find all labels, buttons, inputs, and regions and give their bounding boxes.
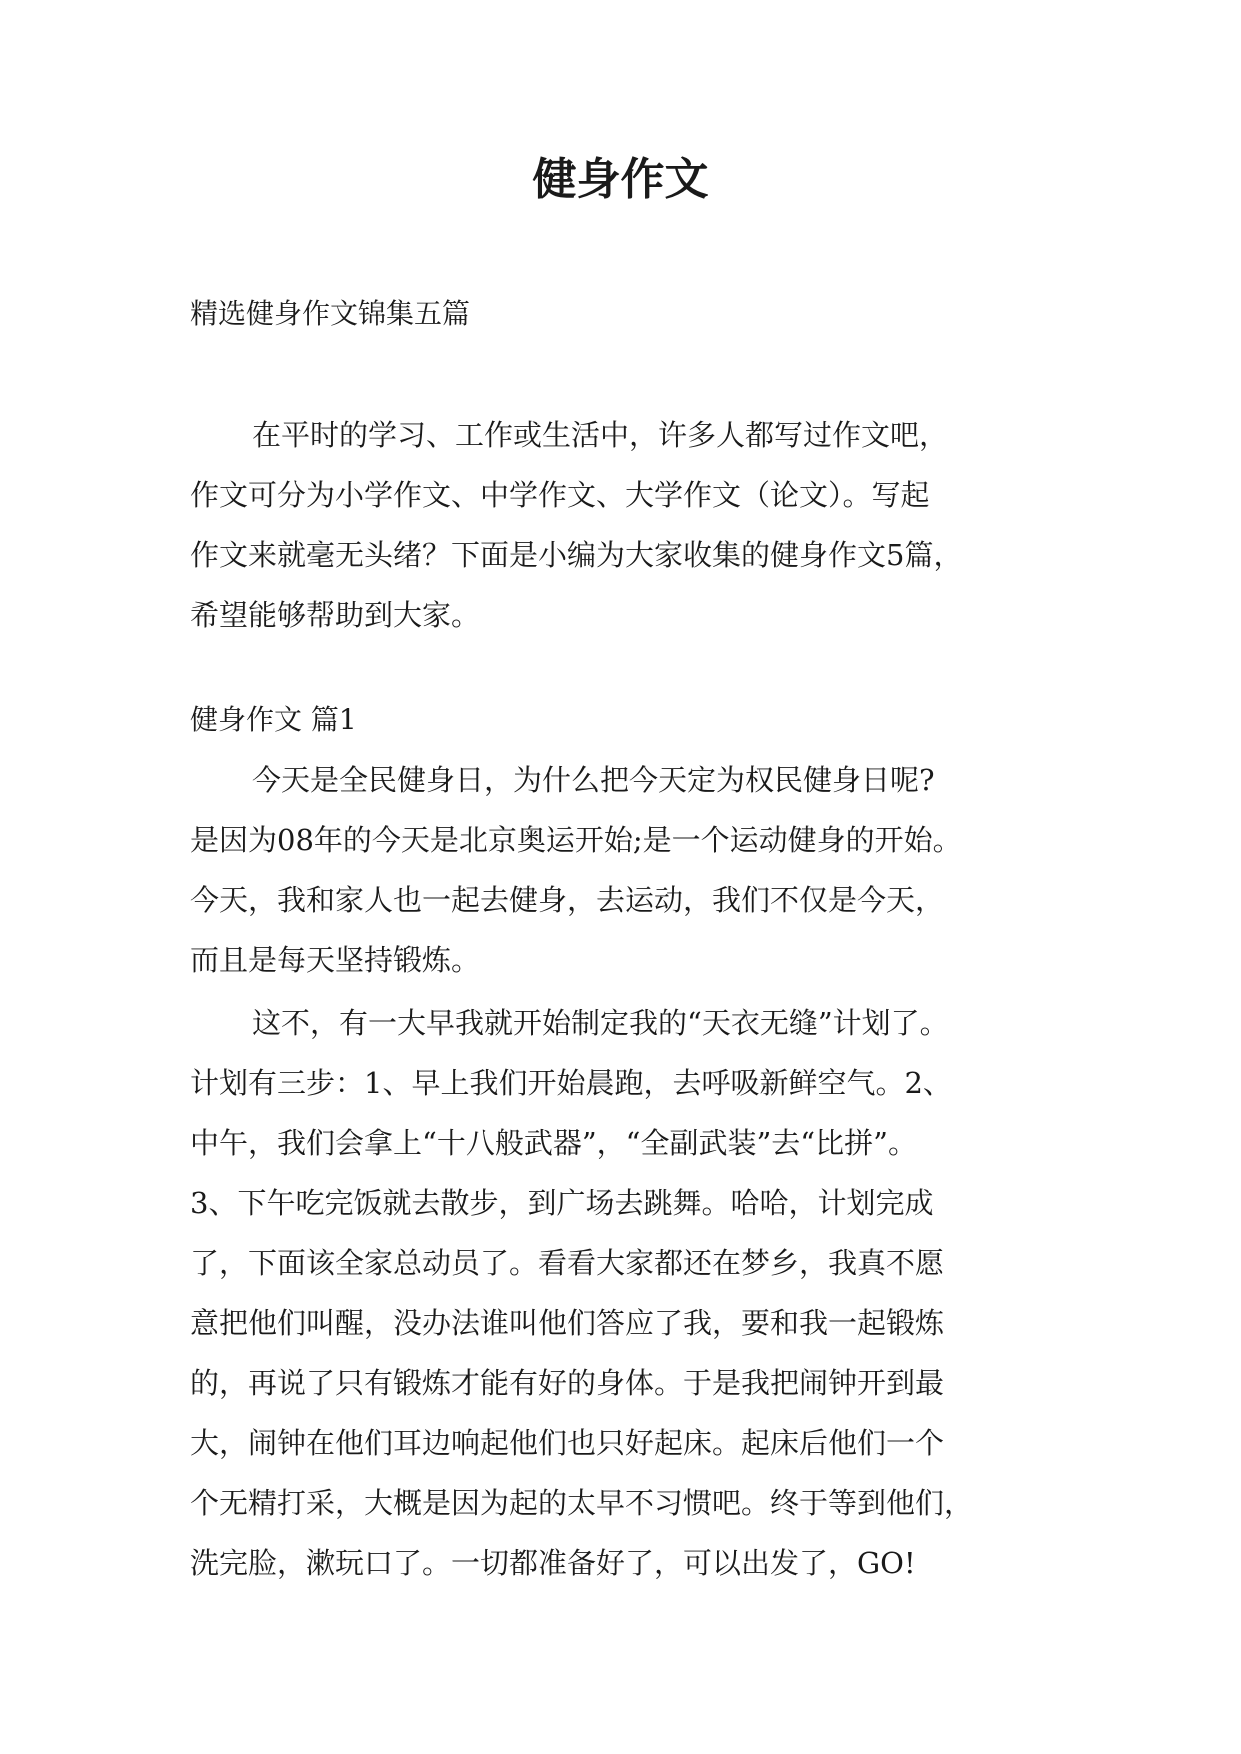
paragraph-line: 今天，我和家人也一起去健身，去运动，我们不仅是今天， <box>190 883 945 917</box>
paragraph-line: 中午，我们会拿上“十八般武器”，“全副武装”去“比拼”。 <box>190 1126 917 1160</box>
intro-line: 作文可分为小学作文、中学作文、大学作文（论文）。写起 <box>190 478 930 512</box>
essay-paragraph-1 <box>190 750 1070 990</box>
paragraph-line: 意把他们叫醒，没办法谁叫他们答应了我，要和我一起锻炼 <box>190 1306 945 1340</box>
paragraph-line: 计划有三步：1、早上我们开始晨跑，去呼吸新鲜空气。2、 <box>190 1066 952 1100</box>
paragraph-line: 这不，有一大早我就开始制定我的“天衣无缝”计划了。 <box>252 1006 949 1040</box>
paragraph-line: 了，下面该全家总动员了。看看大家都还在梦乡，我真不愿 <box>190 1246 945 1280</box>
intro-line: 作文来就毫无头绪？下面是小编为大家收集的健身作文5篇， <box>190 538 963 572</box>
document-title: 健身作文 <box>532 154 709 205</box>
section-heading: 健身作文 篇1 <box>190 703 357 736</box>
paragraph-line: 而且是每天坚持锻炼。 <box>190 943 481 977</box>
paragraph-line: 的，再说了只有锻炼才能有好的身体。于是我把闹钟开到最 <box>190 1366 945 1400</box>
intro-line: 在平时的学习、工作或生活中，许多人都写过作文吧， <box>252 418 949 452</box>
paragraph-line: 今天是全民健身日，为什么把今天定为权民健身日呢? <box>252 763 935 797</box>
paragraph-line: 是因为08年的今天是北京奥运开始;是一个运动健身的开始。 <box>190 823 962 857</box>
intro-paragraph <box>190 405 1070 645</box>
paragraph-line: 大，闹钟在他们耳边响起他们也只好起床。起床后他们一个 <box>190 1426 945 1460</box>
intro-line: 希望能够帮助到大家。 <box>190 598 481 632</box>
paragraph-line: 3、下午吃完饭就去散步，到广场去跳舞。哈哈，计划完成 <box>190 1186 934 1220</box>
paragraph-line: 个无精打采，大概是因为起的太早不习惯吧。终于等到他们， <box>190 1486 974 1520</box>
essay-paragraph-2 <box>190 993 1070 1593</box>
paragraph-line: 洗完脸，漱玩口了。一切都准备好了，可以出发了，GO! <box>190 1546 916 1580</box>
document-subtitle: 精选健身作文锦集五篇 <box>190 297 471 330</box>
